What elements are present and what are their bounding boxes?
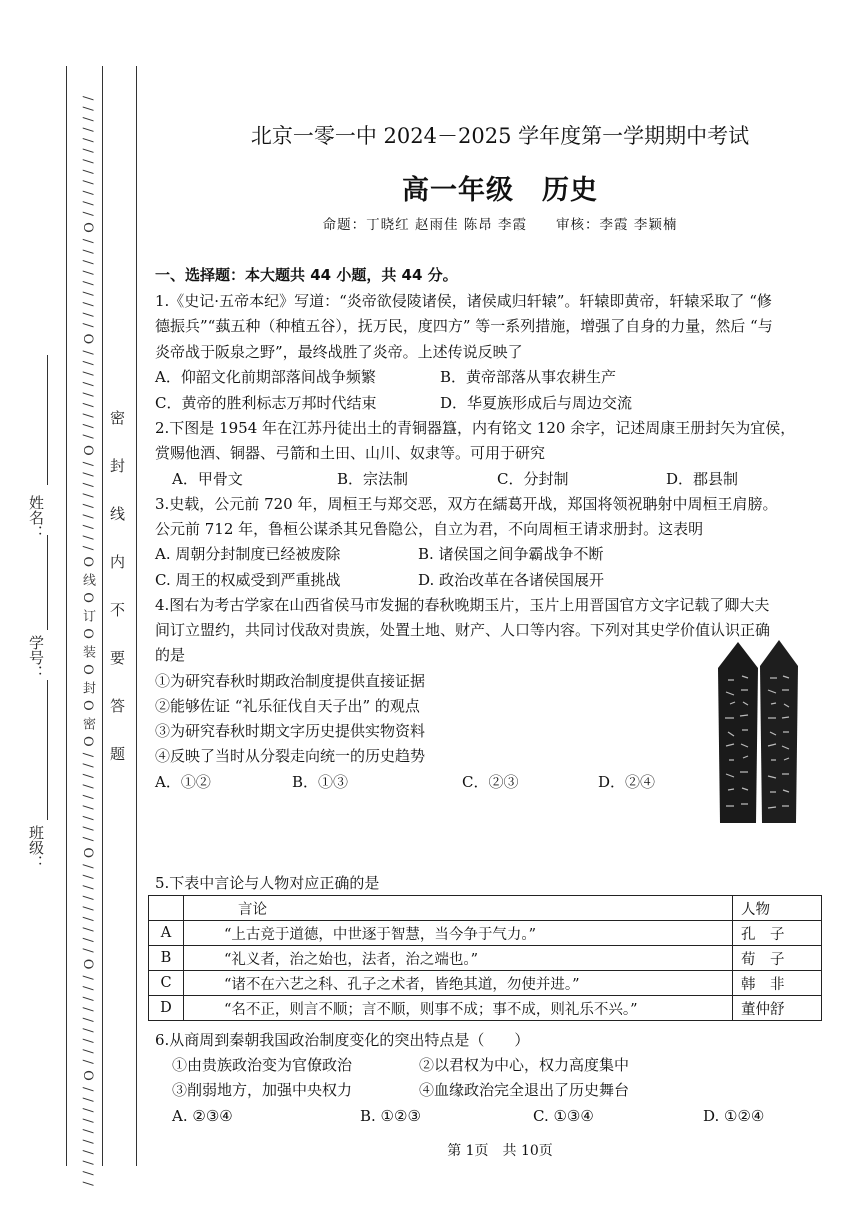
q3-option-a[interactable]: A. 周朝分封制度已经被废除 (155, 545, 341, 563)
table-row[interactable] (149, 921, 822, 946)
q6-option-b[interactable]: B. ①②③ (360, 1107, 421, 1125)
q4-option-c[interactable]: C．②③ (462, 773, 519, 791)
q6-item-2: ②以君权为中心，权力高度集中 (419, 1056, 630, 1074)
q3-option-c[interactable]: C. 周王的权威受到严重挑战 (155, 571, 341, 589)
seal-line-marks: / / / / / / / / / / / / O / / / / / / / / / O / / / / / / / / / O / / / / / / / / / O 线 O 订 O 装 O 封 O 密 O / / / / / / / / / O / / / / / / / / / O / / / / / / / / / O / / / / / / / / / / (80, 96, 95, 1187)
q4-line2: 间订立盟约，共同讨伐敌对贵族，处置土地、财产、人口等内容。下列对其史学价值认识正确 (155, 621, 771, 639)
q4-line3: 的是 (155, 646, 186, 664)
q4-option-d[interactable]: D．②④ (598, 773, 656, 791)
exam-title: 北京一零一中 2024－2025 学年度第一学期期中考试 (250, 124, 750, 148)
table-header-speech: 言论 (184, 896, 733, 921)
q1-option-b[interactable]: B．黄帝部落从事农耕生产 (440, 368, 617, 386)
q6-option-c[interactable]: C. ①③④ (533, 1107, 594, 1125)
class-label: 班级： (27, 825, 45, 870)
q6-item-4: ④血缘政治完全退出了历史舞台 (419, 1081, 630, 1099)
q1-option-d[interactable]: D．华夏族形成后与周边交流 (440, 394, 633, 412)
q4-option-a[interactable]: A．①② (155, 773, 211, 791)
name-label: 姓名： (27, 495, 45, 540)
table-row[interactable] (149, 946, 822, 971)
q4-item-3: ③为研究春秋时期文字历史提供实物资料 (155, 722, 426, 740)
q2-option-b[interactable]: B．宗法制 (337, 470, 409, 488)
q3-line2: 公元前 712 年，鲁桓公谋杀其兄鲁隐公，自立为君，不向周桓王请求册封。这表明 (155, 520, 704, 538)
table-row-person: 孔 子 (733, 921, 822, 946)
table-row-key: B (149, 946, 184, 971)
table-header-person: 人物 (733, 896, 822, 921)
seal-notice: 密封线内不要答题 (108, 410, 126, 794)
q1-line3: 炎帝战于阪泉之野”，最终战胜了炎帝。上述传说反映了 (155, 343, 523, 361)
table-row-speech: “名不正，则言不顺；言不顺，则事不成；事不成，则礼乐不兴。” (184, 996, 733, 1021)
q2-option-d[interactable]: D．郡县制 (666, 470, 739, 488)
table-row-key: A (149, 921, 184, 946)
q6-item-1: ①由贵族政治变为官僚政治 (172, 1056, 353, 1074)
table-row-person: 韩 非 (733, 971, 822, 996)
table-row-speech: “上古竞于道德，中世逐于智慧，当今争于气力。” (184, 921, 733, 946)
q4-item-1: ①为研究春秋时期政治制度提供直接证据 (155, 672, 426, 690)
table-row-person: 董仲舒 (733, 996, 822, 1021)
q2-line2: 赏赐他酒、铜器、弓箭和土田、山川、奴隶等。可用于研究 (155, 444, 546, 462)
q6-option-d[interactable]: D. ①②④ (703, 1107, 765, 1125)
q4-item-4: ④反映了当时从分裂走向统一的历史趋势 (155, 747, 426, 765)
q5-table (148, 895, 822, 1021)
margin-line-mid (102, 66, 103, 1166)
table-row-speech: “礼义者，治之始也，法者，治之端也。” (184, 946, 733, 971)
exam-subtitle: 高一年级 历史 (402, 175, 598, 206)
table-row-key: D (149, 996, 184, 1021)
page-number: 第 1页 共 10页 (447, 1143, 553, 1159)
q6-stem: 6.从商周到秦朝我国政治制度变化的突出特点是（ ） (155, 1031, 530, 1049)
q4-option-b[interactable]: B．①③ (292, 773, 349, 791)
q5-stem: 5.下表中言论与人物对应正确的是 (155, 874, 380, 892)
q6-item-3: ③削弱地方，加强中央权力 (172, 1081, 353, 1099)
margin-line-right (136, 66, 137, 1166)
q1-line2: 德振兵”“蓺五种（种植五谷），抚万民，度四方” 等一系列措施，增强了自身的力量，然后 “与 (155, 317, 773, 335)
q1-option-c[interactable]: C．黄帝的胜利标志万邦时代结束 (155, 394, 377, 412)
q6-option-a[interactable]: A. ②③④ (172, 1107, 233, 1125)
jade-tablets-image (716, 640, 800, 825)
class-field[interactable] (47, 680, 48, 820)
q1-option-a[interactable]: A．仰韶文化前期部落间战争频繁 (155, 368, 376, 386)
table-row[interactable] (149, 971, 822, 996)
section-heading: 一、选择题：本大题共 44 小题，共 44 分。 (155, 266, 458, 284)
q2-line1: 2.下图是 1954 年在江苏丹徒出土的青铜器簋，内有铭文 120 余字，记述周康王册封矢为宜侯， (155, 419, 796, 437)
table-cell (149, 896, 184, 921)
q4-line1: 4.图右为考古学家在山西省侯马市发掘的春秋晚期玉片，玉片上用晋国官方文字记载了卿大夫 (155, 596, 770, 614)
name-field[interactable] (47, 355, 48, 485)
q3-line1: 3.史载，公元前 720 年，周桓王与郑交恶，双方在繻葛开战，郑国将领祝聃射中周桓王肩膀。 (155, 495, 778, 513)
student-id-field[interactable] (47, 535, 48, 630)
table-row-person: 荀 子 (733, 946, 822, 971)
q3-option-b[interactable]: B. 诸侯国之间争霸战争不断 (418, 545, 604, 563)
table-header-row (149, 896, 822, 921)
student-id-label: 学号： (27, 635, 45, 680)
table-row[interactable] (149, 996, 822, 1021)
q2-option-a[interactable]: A．甲骨文 (172, 470, 243, 488)
q2-option-c[interactable]: C．分封制 (497, 470, 569, 488)
table-row-speech: “诸不在六艺之科、孔子之术者，皆绝其道，勿使并进。” (184, 971, 733, 996)
q3-option-d[interactable]: D. 政治改革在各诸侯国展开 (418, 571, 605, 589)
q4-item-2: ②能够佐证 “礼乐征伐自天子出” 的观点 (155, 697, 420, 715)
q1-line1: 1.《史记·五帝本纪》写道：“炎帝欲侵陵诸侯，诸侯咸归轩辕”。轩辕即黄帝，轩辕采取了 “修 (155, 292, 772, 310)
table-row-key: C (149, 971, 184, 996)
exam-authors: 命题：丁晓红 赵雨佳 陈昂 李霞 审核：李霞 李颖楠 (322, 217, 678, 233)
margin-line-left (66, 66, 67, 1166)
